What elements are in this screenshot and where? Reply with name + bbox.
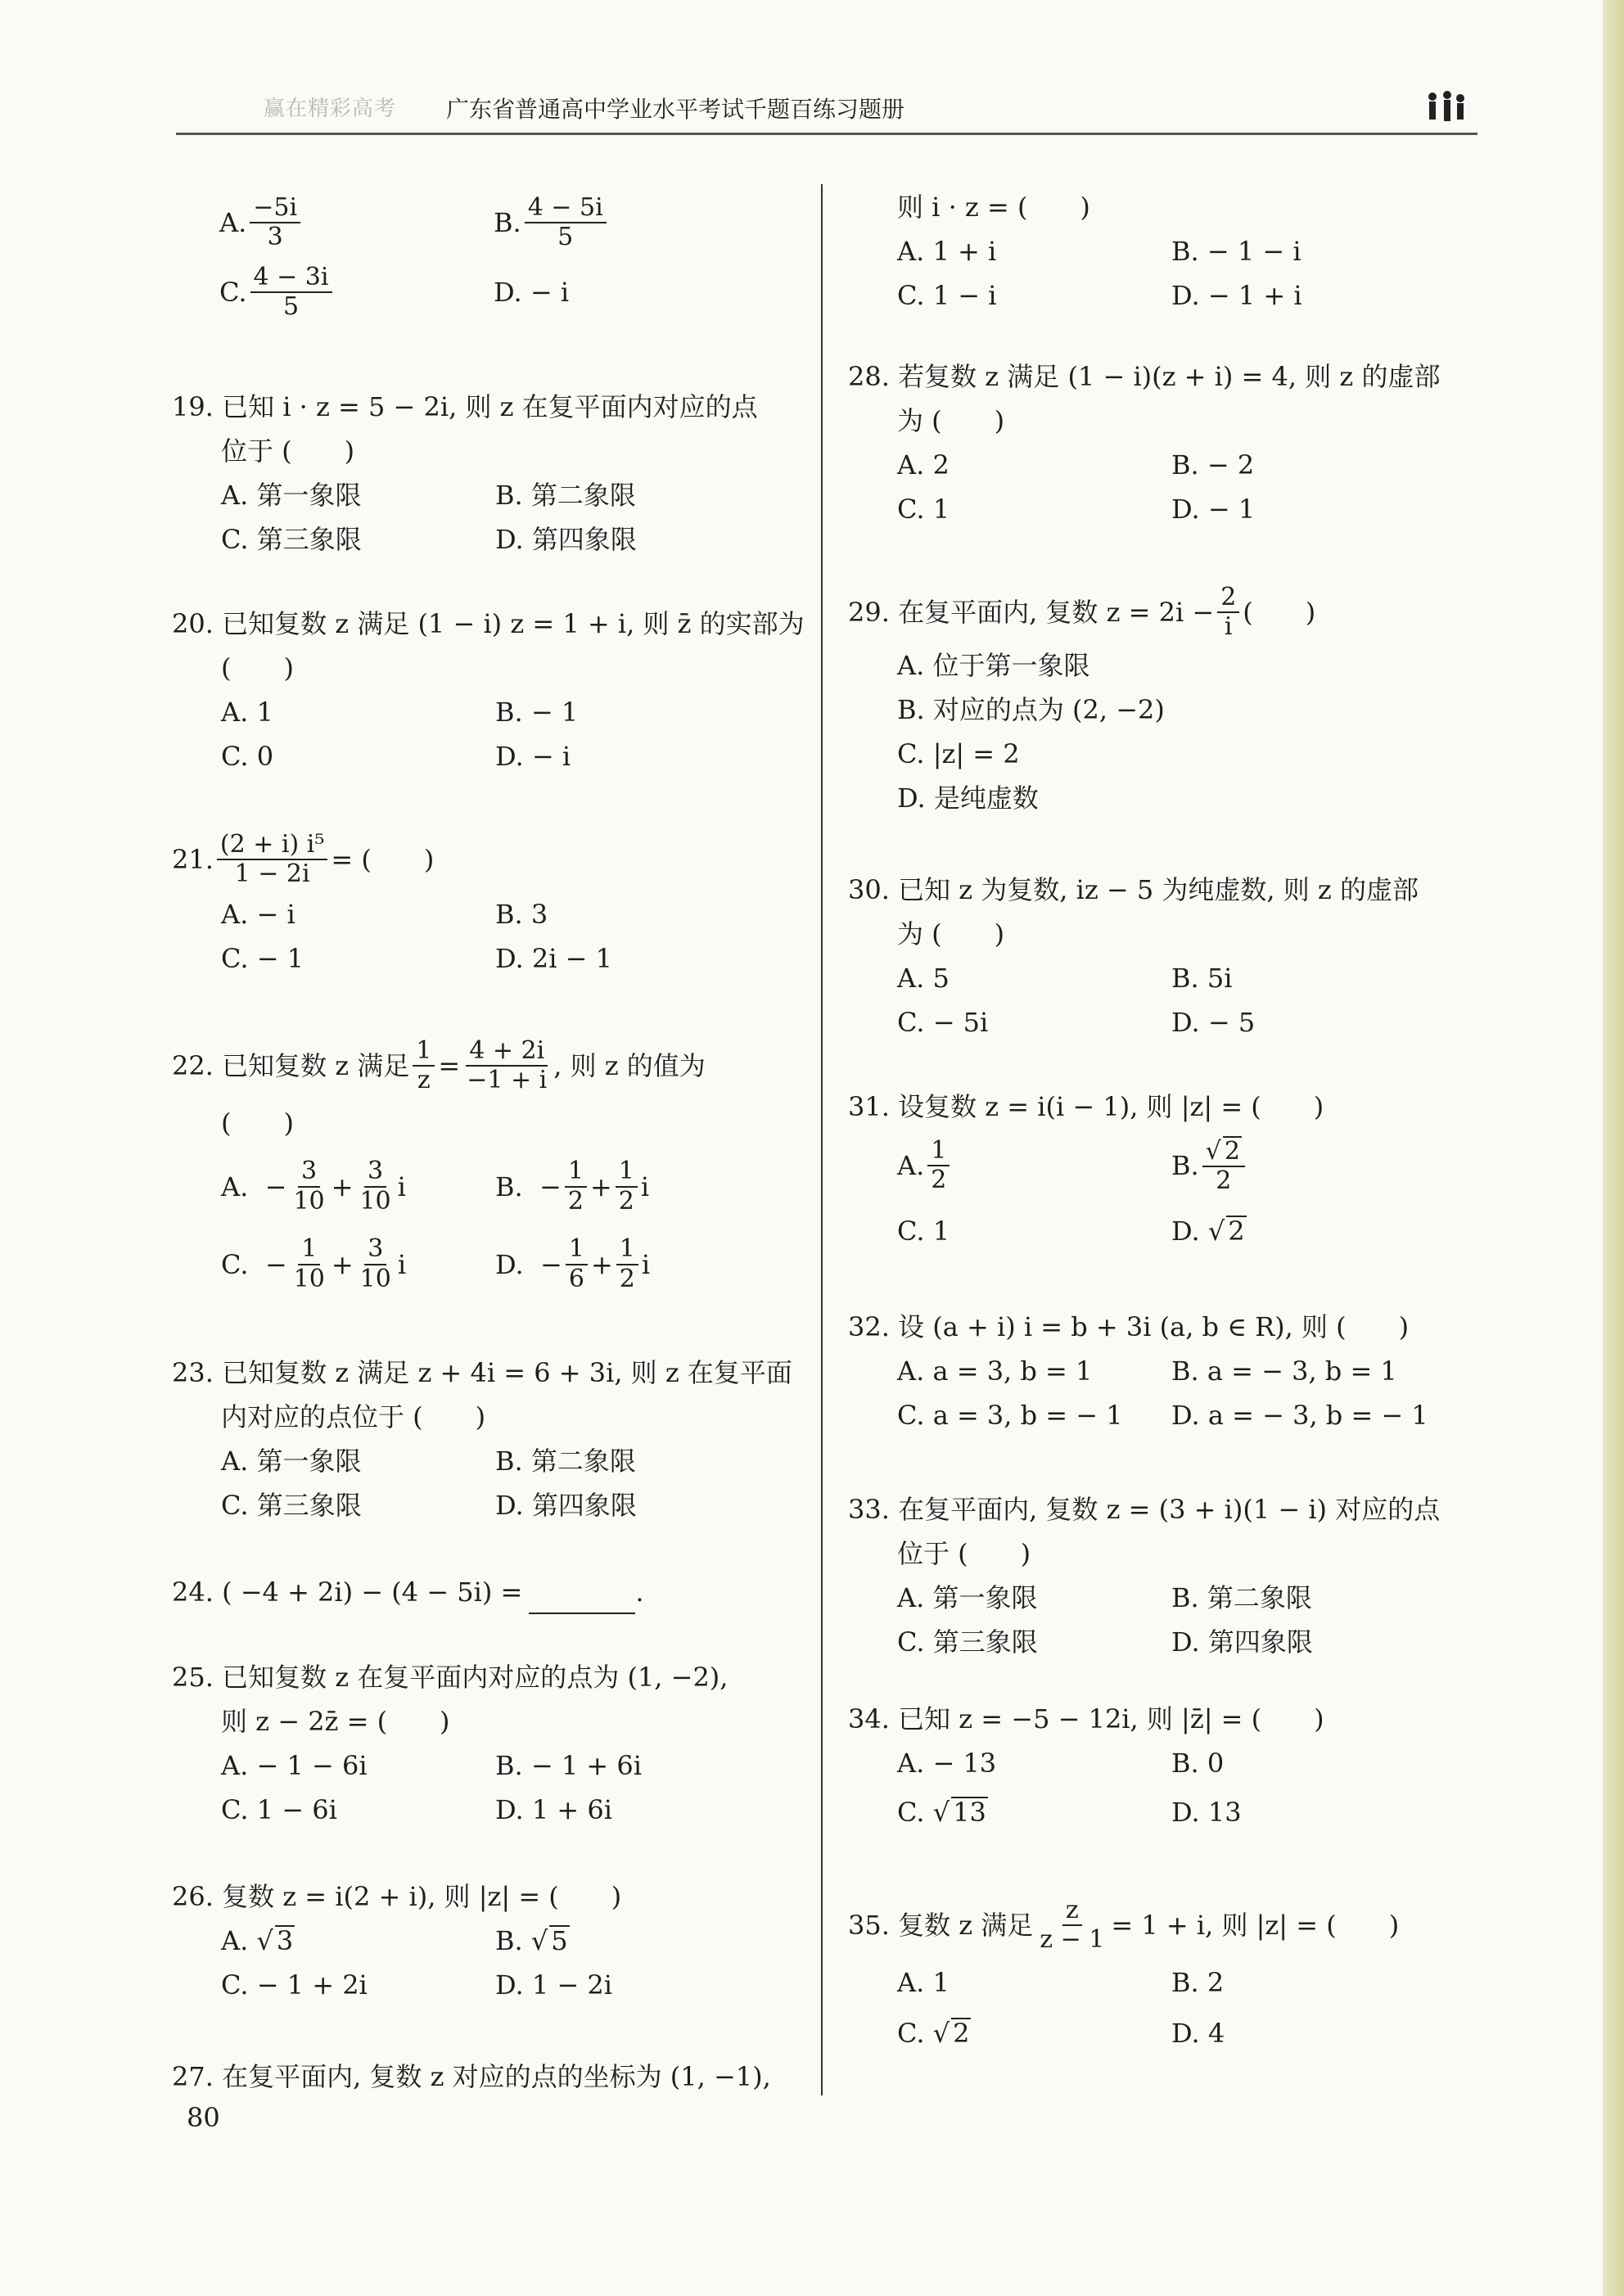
option-b: B. $\frac{4 - 5i}{5}$ <box>494 190 756 255</box>
option-c: C. 0 <box>221 741 274 772</box>
option-a: A. 1 + i <box>897 236 997 267</box>
option-a: A. √ 3 <box>221 1925 294 1957</box>
question-20: 20. 已知复数 z 满足 (1 − i) z = 1 + i, 则 z̄ 的实部为 ( ) A. 1 B. − 1 C. 0 D. − i <box>172 602 805 778</box>
series-brand: 赢在精彩高考 <box>264 97 397 121</box>
option-a: A. $\frac{1}{2}$ <box>897 1129 1171 1202</box>
question-25: 25. 已知复数 z 在复平面内对应的点为 (1, −2), 则 z − 2z̄ = ( ) A. − 1 − 6i B. − 1 + 6i C. 1 − 6i D. 1 + 6i <box>172 1655 757 1832</box>
option-d: D. a = − 3, b = − 1 <box>1171 1400 1428 1431</box>
option-d: D. 1 − 2i <box>495 1969 612 2001</box>
option-d: D. 第四象限 <box>495 1490 637 1521</box>
option-b: B. − 2 <box>1171 449 1255 480</box>
option-a: A. − 13 <box>897 1748 997 1779</box>
option-c: C. 1 <box>897 1216 950 1247</box>
answer-blank[interactable] <box>529 1588 635 1614</box>
question-28: 28. 若复数 z 满足 (1 − i)(z + i) = 4, 则 z 的虚部 为 ( ) A. 2 B. − 2 C. 1 D. − 1 <box>848 354 1440 531</box>
option-a: A. 1 <box>221 697 273 728</box>
option-b: B. 第二象限 <box>495 480 636 511</box>
option-b: B. − $\frac{1}{2}$ + $\frac{1}{2}$ i <box>495 1157 650 1216</box>
option-c: C. − 5i <box>897 1007 989 1038</box>
option-b: B. − 1 <box>495 697 579 728</box>
question-31: 31. 设复数 z = i(i − 1), 则 |z| = ( ) A. $\frac{1}{2}$ B. $\frac{√ 2}{2}$ C. 1 D. √ 2 <box>848 1085 1433 1260</box>
option-b: B. $\frac{√ 2}{2}$ <box>1171 1129 1433 1202</box>
column-divider <box>821 184 823 2095</box>
option-c: C. |z| = 2 <box>897 738 1020 769</box>
option-c: C. − 1 + 2i <box>221 1969 368 2001</box>
question-35: 35. 复数 z 满足 $\frac{z}{z - 1}$ = 1 + i, 则 |z| = ( ) A. 1 B. 2 C. √ 2 D. 4 <box>848 1892 1433 2059</box>
option-c: C. √ 2 <box>897 2018 970 2050</box>
question-29: 29. 在复平面内, 复数 z = 2i − $\frac{2}{i}$ ( ) A. 位于第一象限 B. 对应的点为 (2, −2) C. |z| = 2 D. 是纯虚数 <box>848 581 1315 820</box>
question-24: 24. ( −4 + 2i) − (4 − 5i) = . <box>172 1570 644 1614</box>
option-d: D. √ 2 <box>1171 1216 1245 1247</box>
option-b: B. − 1 + 6i <box>495 1750 642 1781</box>
option-d: D. 2i − 1 <box>495 943 612 974</box>
option-a: A. 1 <box>897 1967 950 1998</box>
option-a: A. 第一象限 <box>221 480 362 511</box>
option-a: A. − i <box>221 899 295 930</box>
question-21: 21. $\frac{\text{(2 + i) i⁵}}{1 - 2i}$ = ( ) A. − i B. 3 C. − 1 D. 2i − 1 <box>172 827 757 981</box>
option-d: D. − i <box>494 277 570 308</box>
option-c: C. − 1 <box>221 943 304 974</box>
option-a: A. a = 3, b = 1 <box>897 1355 1093 1387</box>
option-c: C. 1 − 6i <box>221 1794 337 1825</box>
question-34: 34. 已知 z = −5 − 12i, 则 |z̄| = ( ) A. − 13 B. 0 C. √ 13 D. 13 <box>848 1697 1433 1839</box>
option-d: D. 1 + 6i <box>495 1794 612 1825</box>
question-19: 19. 已知 i · z = 5 − 2i, 则 z 在复平面内对应的点 位于 ( ) A. 第一象限 B. 第二象限 C. 第三象限 D. 第四象限 <box>172 385 758 562</box>
question-32: 32. 设 (a + i) i = b + 3i (a, b ∈ R), 则 ( ) A. a = 3, b = 1 B. a = − 3, b = 1 C. a = 3, b = − 1 D. a = − 3, b = − 1 <box>848 1305 1433 1437</box>
header-rule <box>176 133 1477 135</box>
option-b: B. a = − 3, b = 1 <box>1171 1355 1397 1387</box>
option-d: D. 第四象限 <box>1171 1626 1313 1658</box>
option-a: A. − 1 − 6i <box>221 1750 368 1781</box>
question-30: 30. 已知 z 为复数, iz − 5 为纯虚数, 则 z 的虚部 为 ( ) A. 5 B. 5i C. − 5i D. − 5 <box>848 868 1433 1044</box>
option-a: A. 5 <box>897 963 950 994</box>
option-b: B. 0 <box>1171 1748 1225 1779</box>
option-c: C. 第三象限 <box>897 1626 1038 1658</box>
option-b: B. 对应的点为 (2, −2) <box>897 694 1165 725</box>
question-27-continued: 则 i · z = ( ) A. 1 + i B. − 1 − i C. 1 − i D. − 1 + i <box>848 185 1433 318</box>
option-a: A. 第一象限 <box>221 1446 362 1477</box>
option-d: D. − i <box>495 741 571 772</box>
option-a: A. − $\frac{3}{10}$ + $\frac{3}{10}$ i <box>221 1157 406 1216</box>
option-c: C. 1 <box>897 494 950 525</box>
option-d: D. − $\frac{1}{6}$ + $\frac{1}{2}$ i <box>495 1234 651 1293</box>
option-b: B. 5i <box>1171 963 1233 994</box>
option-a: A. 2 <box>897 449 950 480</box>
option-c: C. √ 13 <box>897 1797 986 1829</box>
option-d: D. 第四象限 <box>495 524 637 555</box>
option-a: A. 位于第一象限 <box>897 650 1090 681</box>
option-b: B. 第二象限 <box>1171 1582 1312 1613</box>
option-d: D. − 5 <box>1171 1007 1256 1038</box>
option-d: D. − 1 <box>1171 494 1256 525</box>
option-a: A. 第一象限 <box>897 1582 1038 1613</box>
people-icon <box>1423 88 1472 129</box>
option-d: D. 13 <box>1171 1797 1242 1828</box>
option-d: D. 4 <box>1171 2018 1225 2049</box>
option-c: C. 第三象限 <box>221 524 362 555</box>
question-18-options <box>219 190 756 329</box>
page-number: 80 <box>187 2102 220 2133</box>
book-title: 广东省普通高中学业水平考试千题百练习题册 <box>446 96 905 123</box>
question-22: 22. 已知复数 z 满足 $\frac{1}{z}$ = $\frac{4 + 2i}{-1 + i}$ , 则 z 的值为 ( ) A. − $\frac{3}{10}$ + $\frac{3}{10}$ i B. − $\frac{1}{2}$ + $\frac{1}{2}$ i C. − $\frac{1}{10}$ + $\frac{3}{10}$ i D. − $\frac{1}{6}$ + $\frac{1}{2}$ i <box>172 1033 757 1303</box>
question-33: 33. 在复平面内, 复数 z = (3 + i)(1 − i) 对应的点 位于 ( ) A. 第一象限 B. 第二象限 C. 第三象限 D. 第四象限 <box>848 1487 1440 1664</box>
option-b: B. 2 <box>1171 1967 1225 1998</box>
option-c: C. − $\frac{1}{10}$ + $\frac{3}{10}$ i <box>221 1234 407 1293</box>
option-d: D. − 1 + i <box>1171 280 1302 311</box>
option-b: B. 3 <box>495 899 548 930</box>
option-b: B. − 1 − i <box>1171 236 1301 267</box>
option-b: B. √ 5 <box>495 1925 568 1957</box>
option-d: D. 是纯虚数 <box>897 783 1039 814</box>
option-c: C. 第三象限 <box>221 1490 362 1521</box>
option-b: B. 第二象限 <box>495 1446 636 1477</box>
scan-page-edge <box>1603 0 1624 2296</box>
question-26: 26. 复数 z = i(2 + i), 则 |z| = ( ) A. √ 3 B. √ 5 C. − 1 + 2i D. 1 − 2i <box>172 1874 757 2007</box>
option-c: C. a = 3, b = − 1 <box>897 1400 1123 1431</box>
option-a: A. $\frac{-5i}{3}$ <box>219 190 494 255</box>
question-27: 27. 在复平面内, 复数 z 对应的点的坐标为 (1, −1), <box>172 2061 771 2092</box>
option-c: C. 1 − i <box>897 280 997 311</box>
question-23: 23. 已知复数 z 满足 z + 4i = 6 + 3i, 则 z 在复平面 内对应的点位于 ( ) A. 第一象限 B. 第二象限 C. 第三象限 D. 第四象限 <box>172 1351 792 1527</box>
option-c: C. $\frac{4 - 3i}{5}$ <box>219 255 494 329</box>
